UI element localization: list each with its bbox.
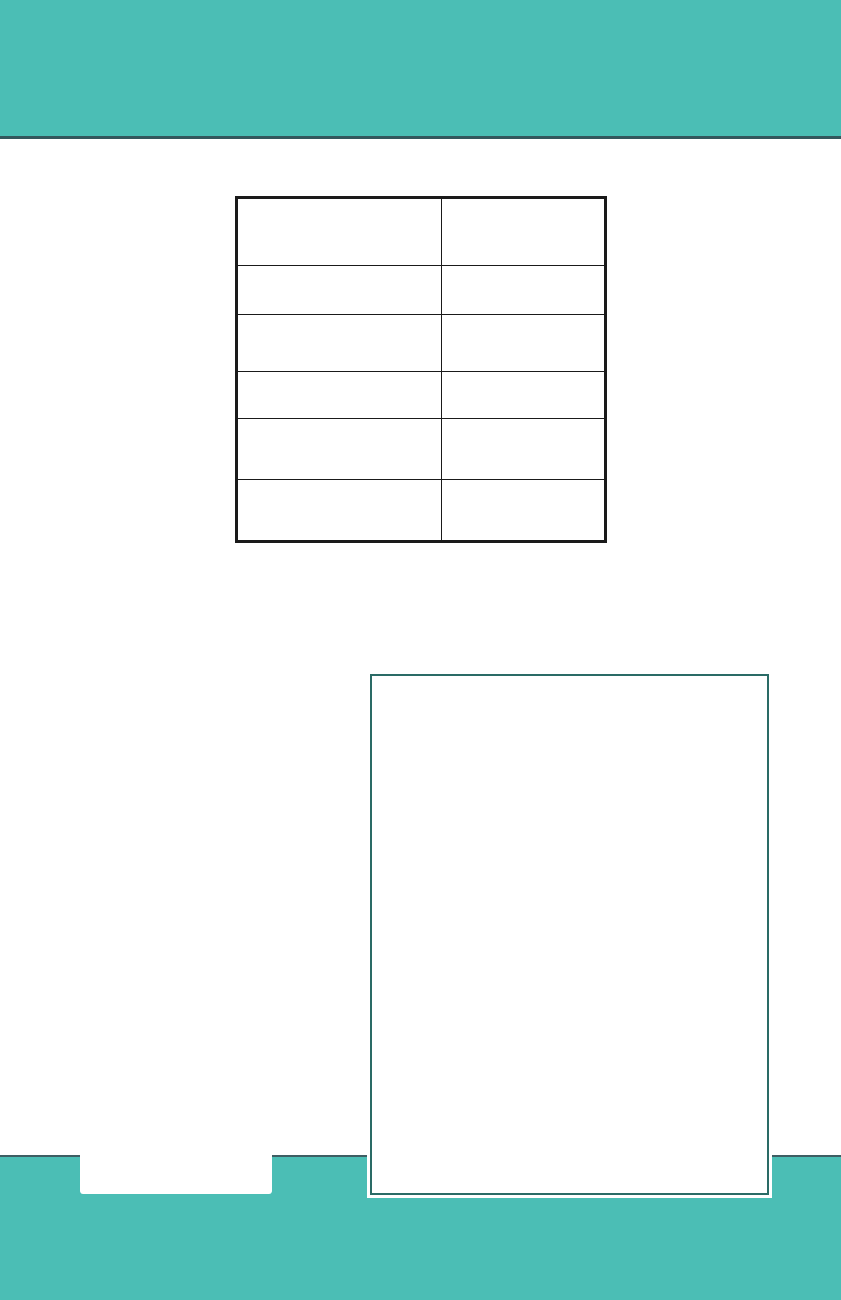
quilt-cover-image (367, 671, 772, 1198)
barcode (80, 1046, 272, 1194)
fabric-amount-cell (442, 419, 606, 480)
table-row (237, 419, 606, 480)
fabric-name-cell (237, 372, 442, 419)
fabric-name-cell (237, 480, 442, 542)
table-row (237, 266, 606, 315)
table-header-throw-size (442, 198, 606, 266)
table-header-fabric (237, 198, 442, 266)
table-row (237, 315, 606, 372)
social-text-block (32, 818, 352, 839)
quilt-tree-grid (373, 677, 766, 1192)
top-color-band (0, 0, 841, 139)
fabric-amount-cell (442, 372, 606, 419)
fabric-amount-cell (442, 266, 606, 315)
upc-barcode-icon (80, 1046, 272, 1194)
fabric-amount-cell (442, 480, 606, 542)
table-header-row (237, 198, 606, 266)
fabric-name-cell (237, 315, 442, 372)
fabric-amount-cell (442, 315, 606, 372)
table-row (237, 480, 606, 542)
fabric-name-cell (237, 419, 442, 480)
fabric-name-cell (237, 266, 442, 315)
table-row (237, 372, 606, 419)
fabric-requirements-table (235, 196, 607, 543)
